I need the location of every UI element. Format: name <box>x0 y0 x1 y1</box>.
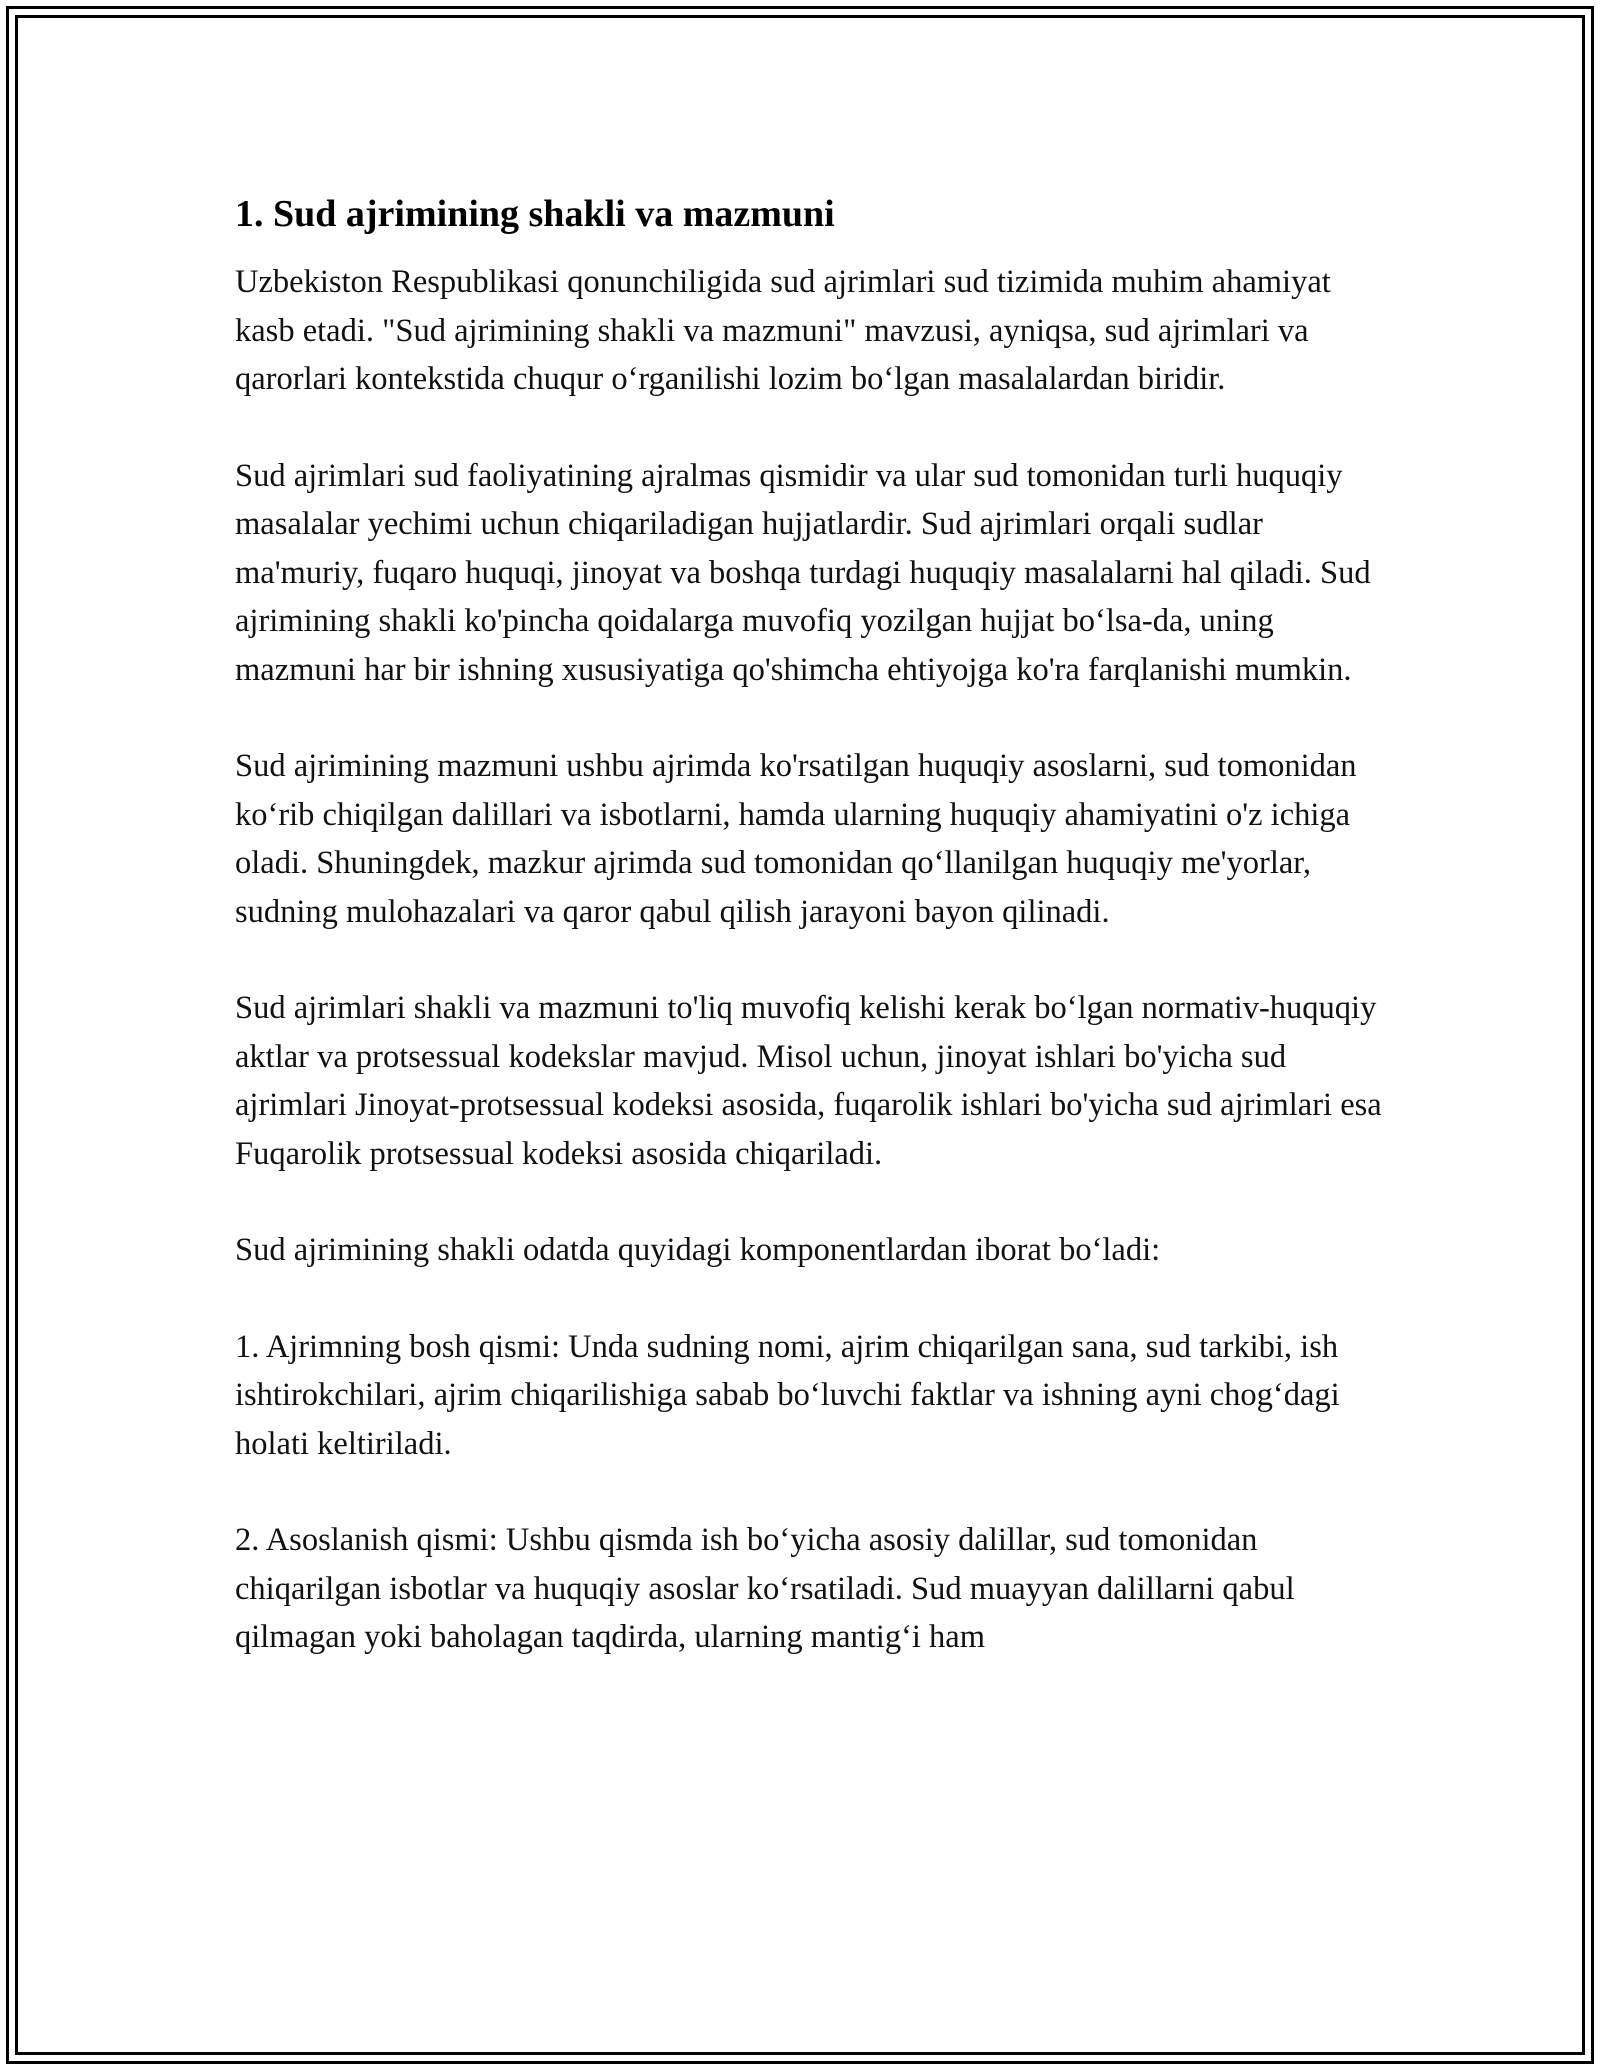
section-heading: 1. Sud ajrimining shakli va mazmuni <box>235 193 835 235</box>
paragraph-intro: Uzbekiston Respublikasi qonunchiligida sud ajrimlari sud tizimida muhim ahamiyat kasb etadi. "Sud ajrimining shakli va mazmuni" mavzusi, ayniqsa, sud ajrimlari va qarorlari kontekstida chuqur o‘rganilishi lozim bo‘lgan masalalardan biridir. <box>235 264 1331 397</box>
paragraph-components-intro: Sud ajrimining shakli odatda quyidagi komponentlardan iborat bo‘ladi: <box>235 1232 1161 1268</box>
document-page <box>235 188 1385 1710</box>
list-item-head-part: 1. Ajrimning bosh qismi: Unda sudning nomi, ajrim chiqarilgan sana, sud tarkibi, ish ishtirokchilari, ajrim chiqarilishiga sabab bo‘luvchi faktlar va ishning ayni chog‘dagi holati keltiriladi. <box>235 1328 1340 1462</box>
list-item-reasoning-part: 2. Asoslanish qismi: Ushbu qismda ish bo‘yicha asosiy dalillar, sud tomonidan chiqarilgan isbotlar va huquqiy asoslar ko‘rsatiladi. Sud muayyan dalillarni qabul qilmagan yoki baholagan taqdirda, ularning mantig‘i ham <box>235 1522 1295 1655</box>
paragraph-role: Sud ajrimlari sud faoliyatining ajralmas qismidir va ular sud tomonidan turli huquqiy masalalar yechimi uchun chiqariladigan hujjatlardir. Sud ajrimlari orqali sudlar ma'muriy, fuqaro huquqi, jinoyat va boshqa turdagi huquqiy masalalarni hal qiladi. Sud ajrimining shakli ko'pincha qoidalarga muvofiq yozilgan hujjat bo‘lsa-da, uning mazmuni har bir ishning xususiyatiga qo'shimcha ehtiyojga ko'ra farqlanishi mumkin. <box>235 457 1371 688</box>
paragraph-norms: Sud ajrimlari shakli va mazmuni to'liq muvofiq kelishi kerak bo‘lgan normativ-huquqiy aktlar va protsessual kodekslar mavjud. Misol uchun, jinoyat ishlari bo'yicha sud ajrimlari Jinoyat-protsessual kodeksi asosida, fuqarolik ishlari bo'yicha sud ajrimlari esa Fuqarolik protsessual kodeksi asosida chiqariladi. <box>235 990 1382 1172</box>
paragraph-content: Sud ajrimining mazmuni ushbu ajrimda ko'rsatilgan huquqiy asoslarni, sud tomonidan ko‘rib chiqilgan dalillari va isbotlarni, hamda ularning huquqiy ahamiyatini o'z ichiga oladi. Shuningdek, mazkur ajrimda sud tomonidan qo‘llanilgan huquqiy me'yorlar, sudning mulohazalari va qaror qabul qilish jarayoni bayon qilinadi. <box>235 748 1357 930</box>
